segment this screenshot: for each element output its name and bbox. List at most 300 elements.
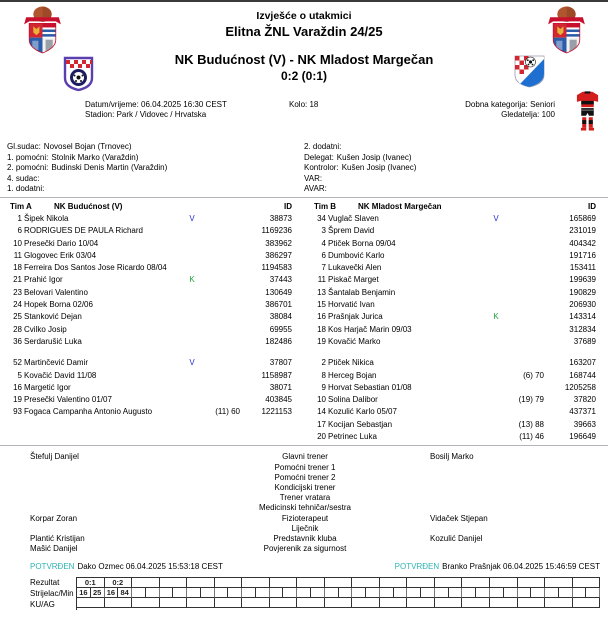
substitution-info xyxy=(198,336,240,348)
staff-name-away xyxy=(430,463,608,473)
result-cell xyxy=(160,578,188,588)
team-a-lineup xyxy=(0,213,304,348)
player-marker xyxy=(186,287,198,299)
cards-cell xyxy=(160,598,188,608)
player-number: 8 xyxy=(321,370,326,380)
player-marker xyxy=(490,262,502,274)
staff-role-label: Predstavnik kluba xyxy=(273,533,337,543)
staff-name-home xyxy=(30,463,230,473)
player-number: 23 xyxy=(13,287,22,297)
player-row xyxy=(0,250,304,262)
substitution-info xyxy=(198,370,240,382)
substitution-info xyxy=(502,324,544,336)
player-number: 4 xyxy=(321,238,326,248)
player-row xyxy=(304,324,608,336)
player-marker xyxy=(186,336,198,348)
player-name: Belovari Valentino xyxy=(24,287,88,297)
staff-row xyxy=(0,493,608,503)
player-number: 19 xyxy=(13,395,22,405)
player-number: 1 xyxy=(17,213,22,223)
team-a-name: NK Budućnost (V) xyxy=(54,201,123,211)
result-cell xyxy=(462,578,490,588)
official-row xyxy=(304,142,608,153)
scorer-cell xyxy=(242,588,256,598)
scorer-cell xyxy=(449,588,463,598)
staff-name-home: Štefulj Danijel xyxy=(30,452,79,462)
player-row xyxy=(0,311,304,323)
category-value: Seniori xyxy=(530,100,555,109)
player-id: 39663 xyxy=(573,419,596,429)
official-row xyxy=(304,163,608,174)
player-name: Ptiček Nikica xyxy=(328,358,374,368)
player-row xyxy=(304,382,608,394)
player-number: 5 xyxy=(17,370,22,380)
substitution-info xyxy=(198,287,240,299)
player-marker xyxy=(186,262,198,274)
results-grid-table xyxy=(76,577,600,610)
scorer-cell xyxy=(394,588,408,598)
cards-cell xyxy=(215,598,243,608)
player-id: 143314 xyxy=(569,312,596,322)
scorer-cell xyxy=(380,588,394,598)
player-marker xyxy=(490,431,502,443)
player-marker xyxy=(490,336,502,348)
cards-cell xyxy=(518,598,546,608)
staff-name-home xyxy=(30,493,230,503)
team-a-substitutes xyxy=(0,357,304,418)
player-id: 1158987 xyxy=(261,370,292,380)
player-row xyxy=(0,382,304,394)
player-number: 10 xyxy=(317,395,326,405)
staff-section xyxy=(0,452,608,554)
player-marker: V xyxy=(189,358,195,368)
scorer-cell xyxy=(283,588,297,598)
staff-row xyxy=(0,524,608,534)
official-row xyxy=(304,184,608,195)
player-marker xyxy=(490,357,502,369)
player-marker xyxy=(490,382,502,394)
scorer-cell xyxy=(586,588,600,598)
result-cell xyxy=(297,578,325,588)
player-row xyxy=(304,311,608,323)
substitution-info xyxy=(502,213,544,225)
scorer-cell xyxy=(518,588,532,598)
player-id: 190829 xyxy=(569,287,596,297)
player-name: Horvatić Ivan xyxy=(328,300,375,310)
match-info-section xyxy=(0,100,608,120)
official-role-label: AVAR: xyxy=(304,184,327,194)
official-role-label: Kontrolor: xyxy=(304,163,339,173)
player-name: Solina Dalibor xyxy=(328,395,378,405)
official-row xyxy=(7,142,304,153)
scorer-cell xyxy=(559,588,573,598)
player-number: 11 xyxy=(317,275,326,285)
player-id: 168744 xyxy=(569,370,596,380)
player-row xyxy=(304,419,608,431)
scorer-cell xyxy=(297,588,311,598)
player-row xyxy=(304,394,608,406)
player-id: 1194583 xyxy=(261,263,292,273)
player-row xyxy=(0,336,304,348)
results-grid-labels xyxy=(30,577,76,610)
player-row xyxy=(0,225,304,237)
player-marker xyxy=(186,238,198,250)
away-club-crest-icon xyxy=(513,54,546,89)
result-row-label: Rezultat xyxy=(30,578,60,588)
player-name: Presečki Valentino 01/07 xyxy=(24,395,112,405)
player-number: 15 xyxy=(317,300,326,310)
datetime-label: Datum/vrijeme: xyxy=(85,100,139,109)
substitution-info xyxy=(198,274,240,286)
player-row xyxy=(304,274,608,286)
scorer-cell xyxy=(311,588,325,598)
player-name: Petrinec Luka xyxy=(328,432,377,442)
report-title: Izvješće o utakmici xyxy=(256,10,352,22)
officials-left-column xyxy=(7,142,304,195)
player-row xyxy=(0,274,304,286)
player-marker xyxy=(490,287,502,299)
player-number: 3 xyxy=(321,226,326,236)
confirmation-signer: Branko Prašnjak 06.04.2025 15:46:59 CEST xyxy=(442,562,600,572)
staff-role-label: Pomoćni trener 2 xyxy=(274,472,336,482)
cards-cell xyxy=(187,598,215,608)
confirmation-row xyxy=(30,562,600,571)
substitution-info: (11) 60 xyxy=(215,407,240,417)
player-id: 386701 xyxy=(265,300,292,310)
substitution-info: (11) 46 xyxy=(519,432,544,442)
staff-role-label: Povjerenik za sigurnost xyxy=(263,544,347,554)
staff-name-home xyxy=(30,503,230,513)
player-marker xyxy=(490,324,502,336)
team-b-id-header: ID xyxy=(588,201,596,211)
result-cell xyxy=(518,578,546,588)
scorer-cell xyxy=(256,588,270,598)
player-name: Glogovec Erik 03/04 xyxy=(24,250,97,260)
result-row xyxy=(77,578,600,588)
player-marker: K xyxy=(189,275,195,285)
player-name: Šipek Nikola xyxy=(24,213,69,223)
team-b-name: NK Mladost Margečan xyxy=(358,201,442,211)
player-number: 93 xyxy=(13,407,22,417)
player-row xyxy=(0,406,304,418)
player-name: Fogaca Campanha Antonio Augusto xyxy=(24,407,153,417)
player-number: 19 xyxy=(317,336,326,346)
scorer-cell xyxy=(173,588,187,598)
scorer-cell: 16 xyxy=(105,588,119,598)
substitution-info xyxy=(502,299,544,311)
player-number: 52 xyxy=(13,358,22,368)
player-number: 14 xyxy=(317,407,326,417)
substitution-info xyxy=(502,287,544,299)
team-b-roster xyxy=(304,199,608,443)
staff-name-home: Mašić Danijel xyxy=(30,544,78,554)
player-id: 199639 xyxy=(569,275,596,285)
substitution-info xyxy=(502,262,544,274)
competition-name: Elitna ŽNL Varaždin 24/25 xyxy=(225,24,383,39)
player-row xyxy=(0,324,304,336)
staff-name-away xyxy=(430,544,608,554)
player-id: 1205258 xyxy=(564,382,596,392)
scorer-cell xyxy=(352,588,366,598)
player-id: 130649 xyxy=(265,287,292,297)
official-role-label: 1. pomoćni: xyxy=(7,152,49,162)
player-id: 182486 xyxy=(265,336,292,346)
scorer-cell xyxy=(132,588,146,598)
player-name: Stanković Dejan xyxy=(24,312,82,322)
player-id: 38873 xyxy=(269,213,292,223)
scorer-cell xyxy=(504,588,518,598)
substitution-info xyxy=(502,250,544,262)
final-score: 0:2 (0:1) xyxy=(280,69,327,83)
official-role-label: 2. dodatni: xyxy=(304,142,342,151)
player-marker xyxy=(490,225,502,237)
scorer-cell xyxy=(366,588,380,598)
staff-name-away: Bosilj Marko xyxy=(430,452,474,462)
officials-right-column xyxy=(304,142,608,195)
confirmation-status: POTVRĐEN xyxy=(394,562,440,572)
player-number: 21 xyxy=(13,275,22,285)
scorer-cell xyxy=(215,588,229,598)
player-marker xyxy=(490,394,502,406)
player-row xyxy=(0,370,304,382)
player-name: Cvilko Josip xyxy=(24,324,67,334)
result-cell xyxy=(573,578,601,588)
officials-section xyxy=(0,142,608,195)
scorer-cell: 25 xyxy=(91,588,105,598)
player-marker xyxy=(186,250,198,262)
official-row xyxy=(7,163,304,174)
stadium-label: Stadion: xyxy=(85,110,115,119)
substitution-info xyxy=(198,324,240,336)
scorer-cell xyxy=(462,588,476,598)
cards-cell xyxy=(545,598,573,608)
player-row xyxy=(304,299,608,311)
substitution-info xyxy=(502,406,544,418)
player-number: 16 xyxy=(317,312,326,322)
attendance-label: Gledatelja: xyxy=(501,110,540,119)
staff-name-away: Vidaček Stjepan xyxy=(430,513,488,523)
player-number: 18 xyxy=(317,324,326,334)
player-name: Kocijan Sebastjan xyxy=(328,419,393,429)
player-name: Prašnjak Jurica xyxy=(328,312,383,322)
substitution-info xyxy=(502,382,544,394)
attendance-value: 100 xyxy=(541,110,555,119)
player-number: 11 xyxy=(13,250,22,260)
staff-row xyxy=(0,483,608,493)
scorer-cell xyxy=(187,588,201,598)
cards-cell xyxy=(270,598,298,608)
player-marker xyxy=(186,299,198,311)
player-number: 2 xyxy=(321,358,326,368)
player-id: 404342 xyxy=(569,238,596,248)
player-name: Prahić Igor xyxy=(24,275,63,285)
result-cell xyxy=(380,578,408,588)
player-number: 28 xyxy=(13,324,22,334)
player-marker xyxy=(186,382,198,394)
official-role-label: 4. sudac: xyxy=(7,173,40,183)
official-name: Novosel Bojan (Trnovec) xyxy=(43,142,132,151)
staff-row xyxy=(0,544,608,554)
scorer-cell xyxy=(160,588,174,598)
player-row xyxy=(0,213,304,225)
report-header xyxy=(0,2,608,98)
player-name: Piskač Marget xyxy=(328,275,379,285)
scorer-row-label: Strijelac/Min xyxy=(30,589,74,599)
confirmation-home xyxy=(30,562,223,571)
substitution-info xyxy=(198,311,240,323)
substitution-info: (13) 88 xyxy=(518,419,544,429)
staff-name-away xyxy=(430,524,608,534)
player-id: 38071 xyxy=(269,382,292,392)
scorer-cell xyxy=(325,588,339,598)
cards-row xyxy=(77,598,600,608)
cards-cell xyxy=(407,598,435,608)
official-name: Kušen Josip (Ivanec) xyxy=(336,152,412,162)
scorer-cell xyxy=(421,588,435,598)
player-number: 10 xyxy=(13,238,22,248)
player-id: 437371 xyxy=(569,407,596,417)
player-row xyxy=(0,287,304,299)
result-cell xyxy=(215,578,243,588)
player-id: 196649 xyxy=(569,432,596,442)
player-id: 1221153 xyxy=(261,407,292,417)
cards-cell xyxy=(77,598,105,608)
team-a-header xyxy=(0,199,304,213)
federation-crest-icon xyxy=(24,6,61,54)
substitution-info xyxy=(198,394,240,406)
player-marker xyxy=(490,419,502,431)
scorer-cell xyxy=(435,588,449,598)
player-number: 16 xyxy=(13,382,22,392)
player-row xyxy=(0,299,304,311)
result-cell xyxy=(187,578,215,588)
substitution-info xyxy=(198,225,240,237)
player-name: Kos Harjač Marin 09/03 xyxy=(328,324,412,334)
player-marker: V xyxy=(189,213,195,223)
official-role-label: 2. pomoćni: xyxy=(7,163,49,173)
player-name: Vuglač Slaven xyxy=(328,213,379,223)
substitution-info xyxy=(198,250,240,262)
player-row xyxy=(0,394,304,406)
result-cell xyxy=(545,578,573,588)
player-number: 7 xyxy=(321,263,326,273)
official-row xyxy=(7,153,304,164)
player-name: Kozulić Karlo 05/07 xyxy=(328,407,397,417)
player-id: 163207 xyxy=(569,358,596,368)
player-marker xyxy=(186,225,198,237)
player-id: 165869 xyxy=(569,213,596,223)
scorer-minute-row xyxy=(77,588,600,598)
official-role-label: Delegat: xyxy=(304,152,334,162)
staff-row xyxy=(0,534,608,544)
player-number: 13 xyxy=(317,287,326,297)
player-id: 383962 xyxy=(265,238,292,248)
official-role-label: VAR: xyxy=(304,173,323,183)
staff-role-label: Liječnik xyxy=(291,523,319,533)
match-info-left xyxy=(85,100,227,120)
player-row xyxy=(304,287,608,299)
cards-cell xyxy=(490,598,518,608)
player-id: 69955 xyxy=(269,324,292,334)
player-name: Herceg Bojan xyxy=(328,370,377,380)
player-row xyxy=(0,262,304,274)
team-kit-icon xyxy=(575,90,600,132)
staff-name-away xyxy=(430,503,608,513)
player-row xyxy=(304,357,608,369)
substitution-info xyxy=(502,311,544,323)
player-row xyxy=(304,213,608,225)
player-name: RODRIGUES DE PAULA Richard xyxy=(24,226,143,236)
staff-role-label: Pomoćni trener 1 xyxy=(274,462,336,472)
player-number: 34 xyxy=(317,213,326,223)
player-number: 36 xyxy=(13,336,22,346)
player-row xyxy=(304,336,608,348)
staff-name-home xyxy=(30,524,230,534)
scorer-cell xyxy=(146,588,160,598)
player-marker xyxy=(490,274,502,286)
staff-role-label: Trener vratara xyxy=(279,493,331,503)
staff-role-label: Medicinski tehničar/sestra xyxy=(258,503,352,513)
cards-cell xyxy=(325,598,353,608)
player-row xyxy=(304,406,608,418)
player-number: 20 xyxy=(317,432,326,442)
player-name: Horvat Sebastian 01/08 xyxy=(328,382,412,392)
player-marker xyxy=(186,370,198,382)
cards-cell xyxy=(352,598,380,608)
player-marker xyxy=(490,406,502,418)
staff-name-home: Korpar Zoran xyxy=(30,513,78,523)
team-b-lineup xyxy=(304,213,608,348)
result-cell xyxy=(490,578,518,588)
staff-role-label: Glavni trener xyxy=(282,452,328,462)
team-b-substitutes xyxy=(304,357,608,443)
match-info-center xyxy=(289,100,369,120)
cards-cell xyxy=(105,598,133,608)
staff-name-away xyxy=(430,483,608,493)
scorer-cell: 84 xyxy=(118,588,132,598)
player-name: Dumbović Karlo xyxy=(328,250,385,260)
round-value: 18 xyxy=(309,100,319,109)
player-name: Kovačić David 11/08 xyxy=(24,370,97,380)
scorer-cell xyxy=(476,588,490,598)
team-a-id-header: ID xyxy=(284,201,292,211)
official-row xyxy=(7,174,304,185)
official-name: Stolnik Marko (Varaždin) xyxy=(51,152,139,162)
staff-row xyxy=(0,452,608,462)
staff-name-away xyxy=(430,493,608,503)
player-id: 37807 xyxy=(269,358,292,368)
player-id: 386297 xyxy=(265,250,292,260)
substitution-info: (19) 79 xyxy=(518,395,544,405)
player-row xyxy=(304,238,608,250)
player-id: 1169236 xyxy=(261,226,292,236)
player-marker xyxy=(490,238,502,250)
staff-row xyxy=(0,463,608,473)
official-row xyxy=(7,184,304,195)
cards-cell xyxy=(435,598,463,608)
player-name: Ptiček Borna 09/04 xyxy=(328,238,396,248)
substitution-info xyxy=(502,336,544,348)
substitution-info xyxy=(198,213,240,225)
substitution-info xyxy=(502,357,544,369)
cards-cell xyxy=(297,598,325,608)
team-a-roster xyxy=(0,199,304,443)
official-role-label: Gl.sudac: xyxy=(7,142,41,151)
cards-cell xyxy=(573,598,601,608)
result-cell: 0:1 xyxy=(77,578,105,588)
datetime-value: 06.04.2025 16:30 CEST xyxy=(141,100,227,109)
confirmation-status: POTVRĐEN xyxy=(30,562,75,572)
